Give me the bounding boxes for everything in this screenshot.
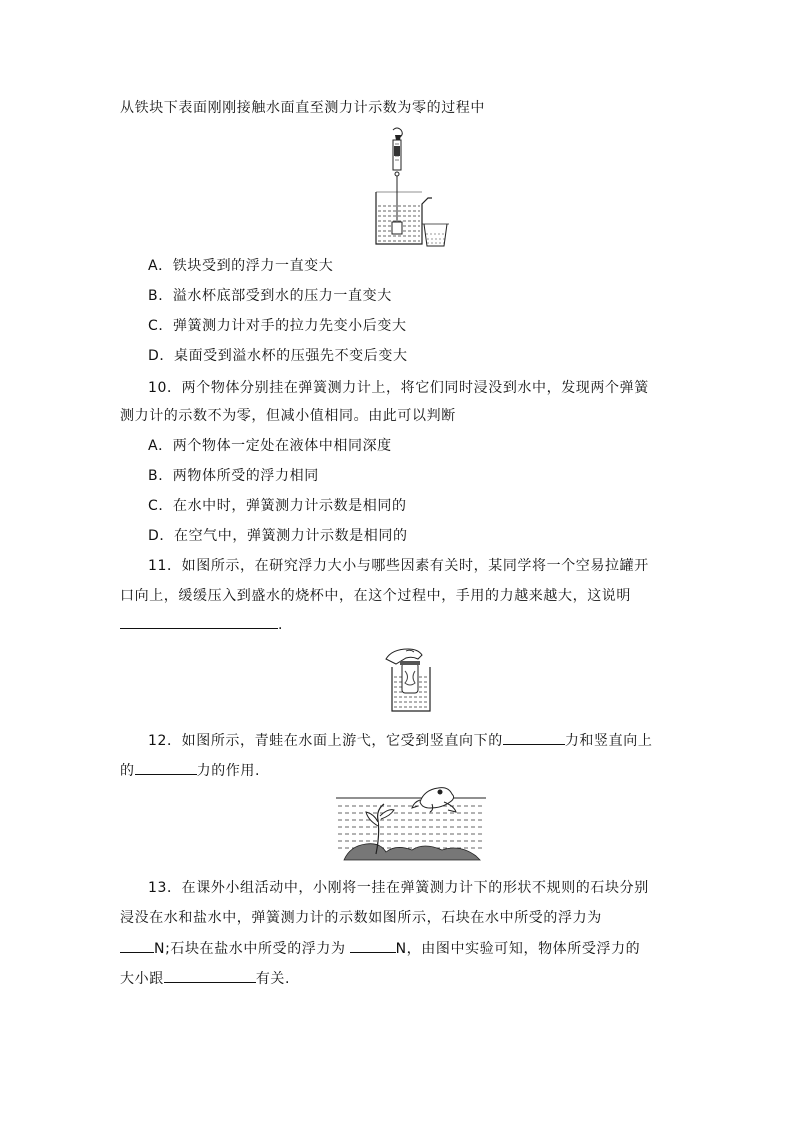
q12-blank-1[interactable] (503, 730, 565, 745)
q9-option-a: A．铁块受到的浮力一直变大 (148, 258, 334, 274)
q13-blank-factor[interactable] (164, 968, 256, 983)
q12-text-1a: 12．如图所示，青蛙在水面上游弋，它受到竖直向下的 (148, 733, 503, 749)
q11-answer-blank[interactable] (120, 614, 278, 629)
q12-blank-2[interactable] (135, 760, 197, 775)
q11-stem-line1: 11．如图所示，在研究浮力大小与哪些因素有关时，某同学将一个空易拉罐开 (148, 558, 649, 574)
q12-text-1b: 力和竖直向上 (564, 733, 653, 749)
frog-figure (336, 786, 486, 862)
q10-option-d: D．在空气中，弹簧测力计示数是相同的 (148, 528, 408, 544)
q13-text-4b: 有关. (255, 971, 291, 987)
q10-option-c: C．在水中时，弹簧测力计示数是相同的 (148, 498, 407, 514)
q12-text-2a: 的 (120, 763, 135, 779)
q13-stem-line1: 13．在课外小组活动中，小刚将一挂在弹簧测力计下的形状不规则的石块分别 (148, 880, 649, 896)
q9-option-d: D．桌面受到溢水杯的压强先不变后变大 (148, 348, 408, 364)
q10-stem-line2: 测力计的示数不为零，但减小值相同。由此可以判断 (120, 408, 456, 424)
q12-text-2b: 力的作用. (196, 763, 261, 779)
q12-stem-line2 (120, 760, 680, 781)
q13-text-4a: 大小跟 (120, 971, 164, 987)
q11-end-mark: . (278, 617, 284, 633)
q13-blank-water[interactable] (120, 938, 154, 953)
q13-blank-saltwater[interactable] (350, 938, 396, 953)
q9-stem: 从铁块下表面刚刚接触水面直至测力计示数为零的过程中 (120, 100, 485, 116)
q10-stem-line1: 10．两个物体分别挂在弹簧测力计上，将它们同时浸没到水中，发现两个弹簧 (148, 380, 649, 396)
q11-stem-line2: 口向上，缓缓压入到盛水的烧杯中，在这个过程中，手用的力越来越大，这说明 (120, 588, 631, 604)
can-in-beaker-figure (382, 645, 438, 713)
q9-option-b: B．溢水杯底部受到水的压力一直变大 (148, 288, 392, 304)
q13-text-3b: N，由图中实验可知，物体所受浮力的 (395, 941, 641, 957)
q13-stem-line2: 浸没在水和盐水中，弹簧测力计的示数如图所示，石块在水中所受的浮力为 (120, 910, 602, 926)
q10-option-b: B．两物体所受的浮力相同 (148, 468, 319, 484)
q13-stem-line3 (120, 938, 680, 959)
q13-text-3a: N;石块在盐水中所受的浮力为 (154, 941, 346, 957)
q12-stem-line1 (148, 730, 708, 751)
overflow-cup-figure (360, 126, 450, 250)
q11-answer-line (120, 614, 680, 635)
q9-option-c: C．弹簧测力计对手的拉力先变小后变大 (148, 318, 407, 334)
q13-stem-line4 (120, 968, 680, 989)
q10-option-a: A．两个物体一定处在液体中相同深度 (148, 438, 392, 454)
